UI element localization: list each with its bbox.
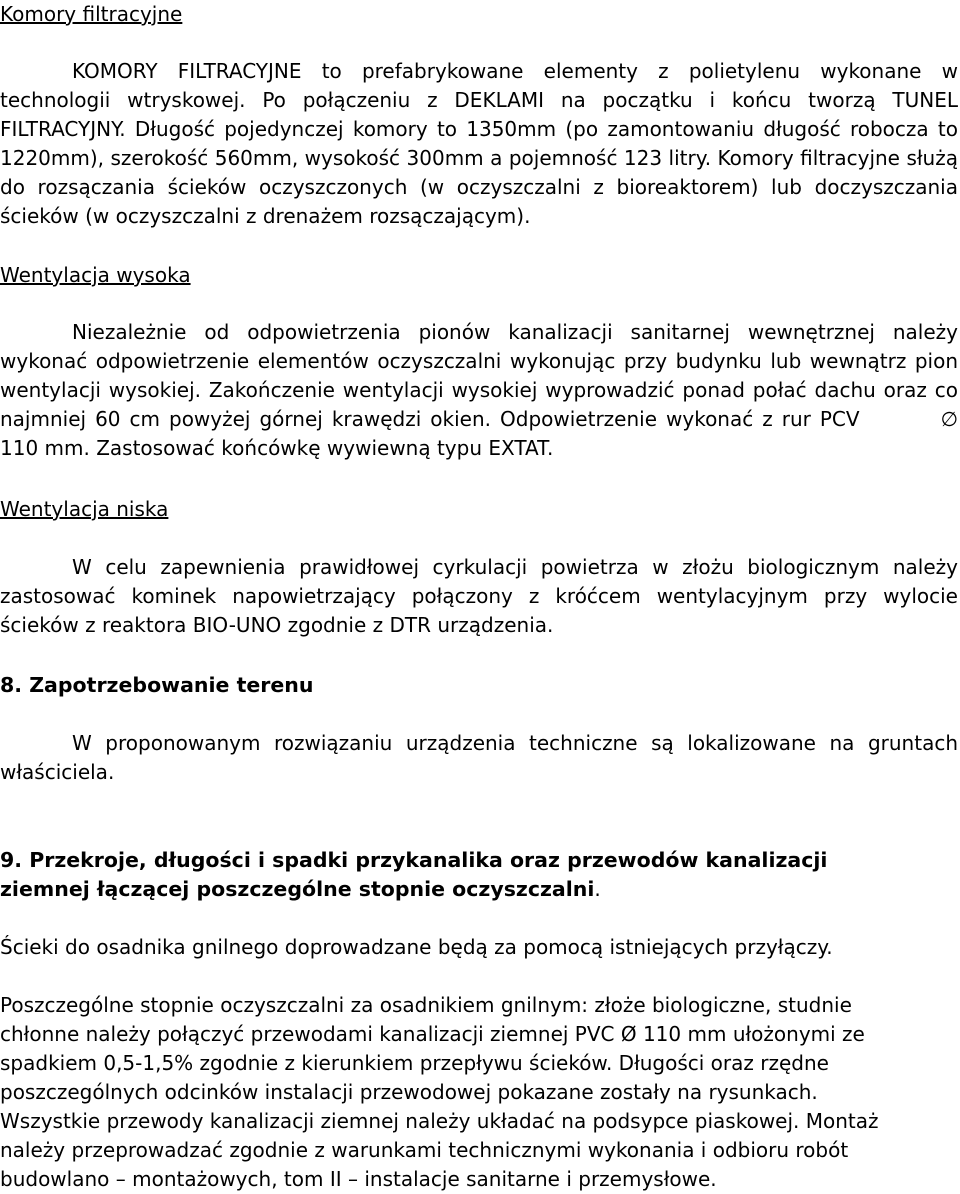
paragraph-section-9-a: Ścieki do osadnika gnilnego doprowadzane będą za pomocą istniejących przyłączy. — [0, 935, 833, 959]
paragraph-wentylacja-wysoka — [0, 318, 958, 463]
paragraph-komory: KOMORY FILTRACYJNE to prefabrykowane elementy z polietylenu wykonane w technologii wtryskowej. Po połączeniu z DEKLAMI na początku i końcu tworzą TUNEL FILTRACYJNY. Długość pojedynczej komory to 1350mm (po zamontowaniu długość robocza to 1220mm), szerokość 560mm, wysokość 300mm a pojemność 123 litry. Komory filtracyjne służą do rozsączania ścieków oczyszczonych (w oczyszczalni z bioreaktorem) lub doczyszczania ścieków (w oczyszczalni z drenażem rozsączającym). — [0, 59, 958, 228]
heading-wentylacja-wysoka: Wentylacja wysoka — [0, 263, 191, 287]
section-title-9-end: . — [594, 877, 601, 901]
heading-wentylacja-niska: Wentylacja niska — [0, 497, 169, 521]
paragraph-part-b: 110 mm. Zastosować końcówkę wywiewną typu EXTAT. — [0, 436, 554, 460]
heading-komory-filtracyjne: Komory filtracyjne — [0, 2, 183, 26]
section-title-9 — [0, 846, 880, 904]
paragraph-section-9-b: Poszczególne stopnie oczyszczalni za osadnikiem gnilnym: złoże biologiczne, studnie chłonne należy połączyć przewodami kanalizacji ziemnej PVC Ø 110 mm ułożonymi ze spadkiem 0,5-1,5% zgodnie z kierunkiem przepływu ścieków. Długości oraz rzędne poszczególnych odcinków instalacji przewodowej pokazane zostały na rysunkach. Wszystkie przewody kanalizacji ziemnej należy układać na podsypce piaskowej. Montaż należy przeprowadzać zgodnie z warunkami technicznymi wykonania i odbioru robót budowlano – montażowych, tom II – instalacje sanitarne i przemysłowe. — [0, 993, 879, 1191]
section-title-8: 8. Zapotrzebowanie terenu — [0, 673, 314, 697]
section-title-9-text: 9. Przekroje, długości i spadki przykanalika oraz przewodów kanalizacji ziemnej łączącej poszczególne stopnie oczyszczalni — [0, 848, 828, 901]
paragraph-section-8: W proponowanym rozwiązaniu urządzenia techniczne są lokalizowane na gruntach właściciela. — [0, 731, 958, 784]
diameter-symbol: ∅ — [940, 407, 958, 431]
paragraph-part-a: Niezależnie od odpowietrzenia pionów kanalizacji sanitarnej wewnętrznej należy wykonać odpowietrzenie elementów oczyszczalni wykonując przy budynku lub wewnątrz pion wentylacji wysokiej. Zakończenie wentylacji wysokiej wyprowadzić ponad połać dachu oraz co najmniej 60 cm powyżej górnej krawędzi okien. Odpowietrzenie wykonać z rur PCV — [0, 320, 958, 431]
paragraph-wentylacja-niska: W celu zapewnienia prawidłowej cyrkulacji powietrza w złożu biologicznym należy zastosować kominek napowietrzający połączony z króćcem wentylacyjnym przy wylocie ścieków z reaktora BIO-UNO zgodnie z DTR urządzenia. — [0, 555, 958, 637]
